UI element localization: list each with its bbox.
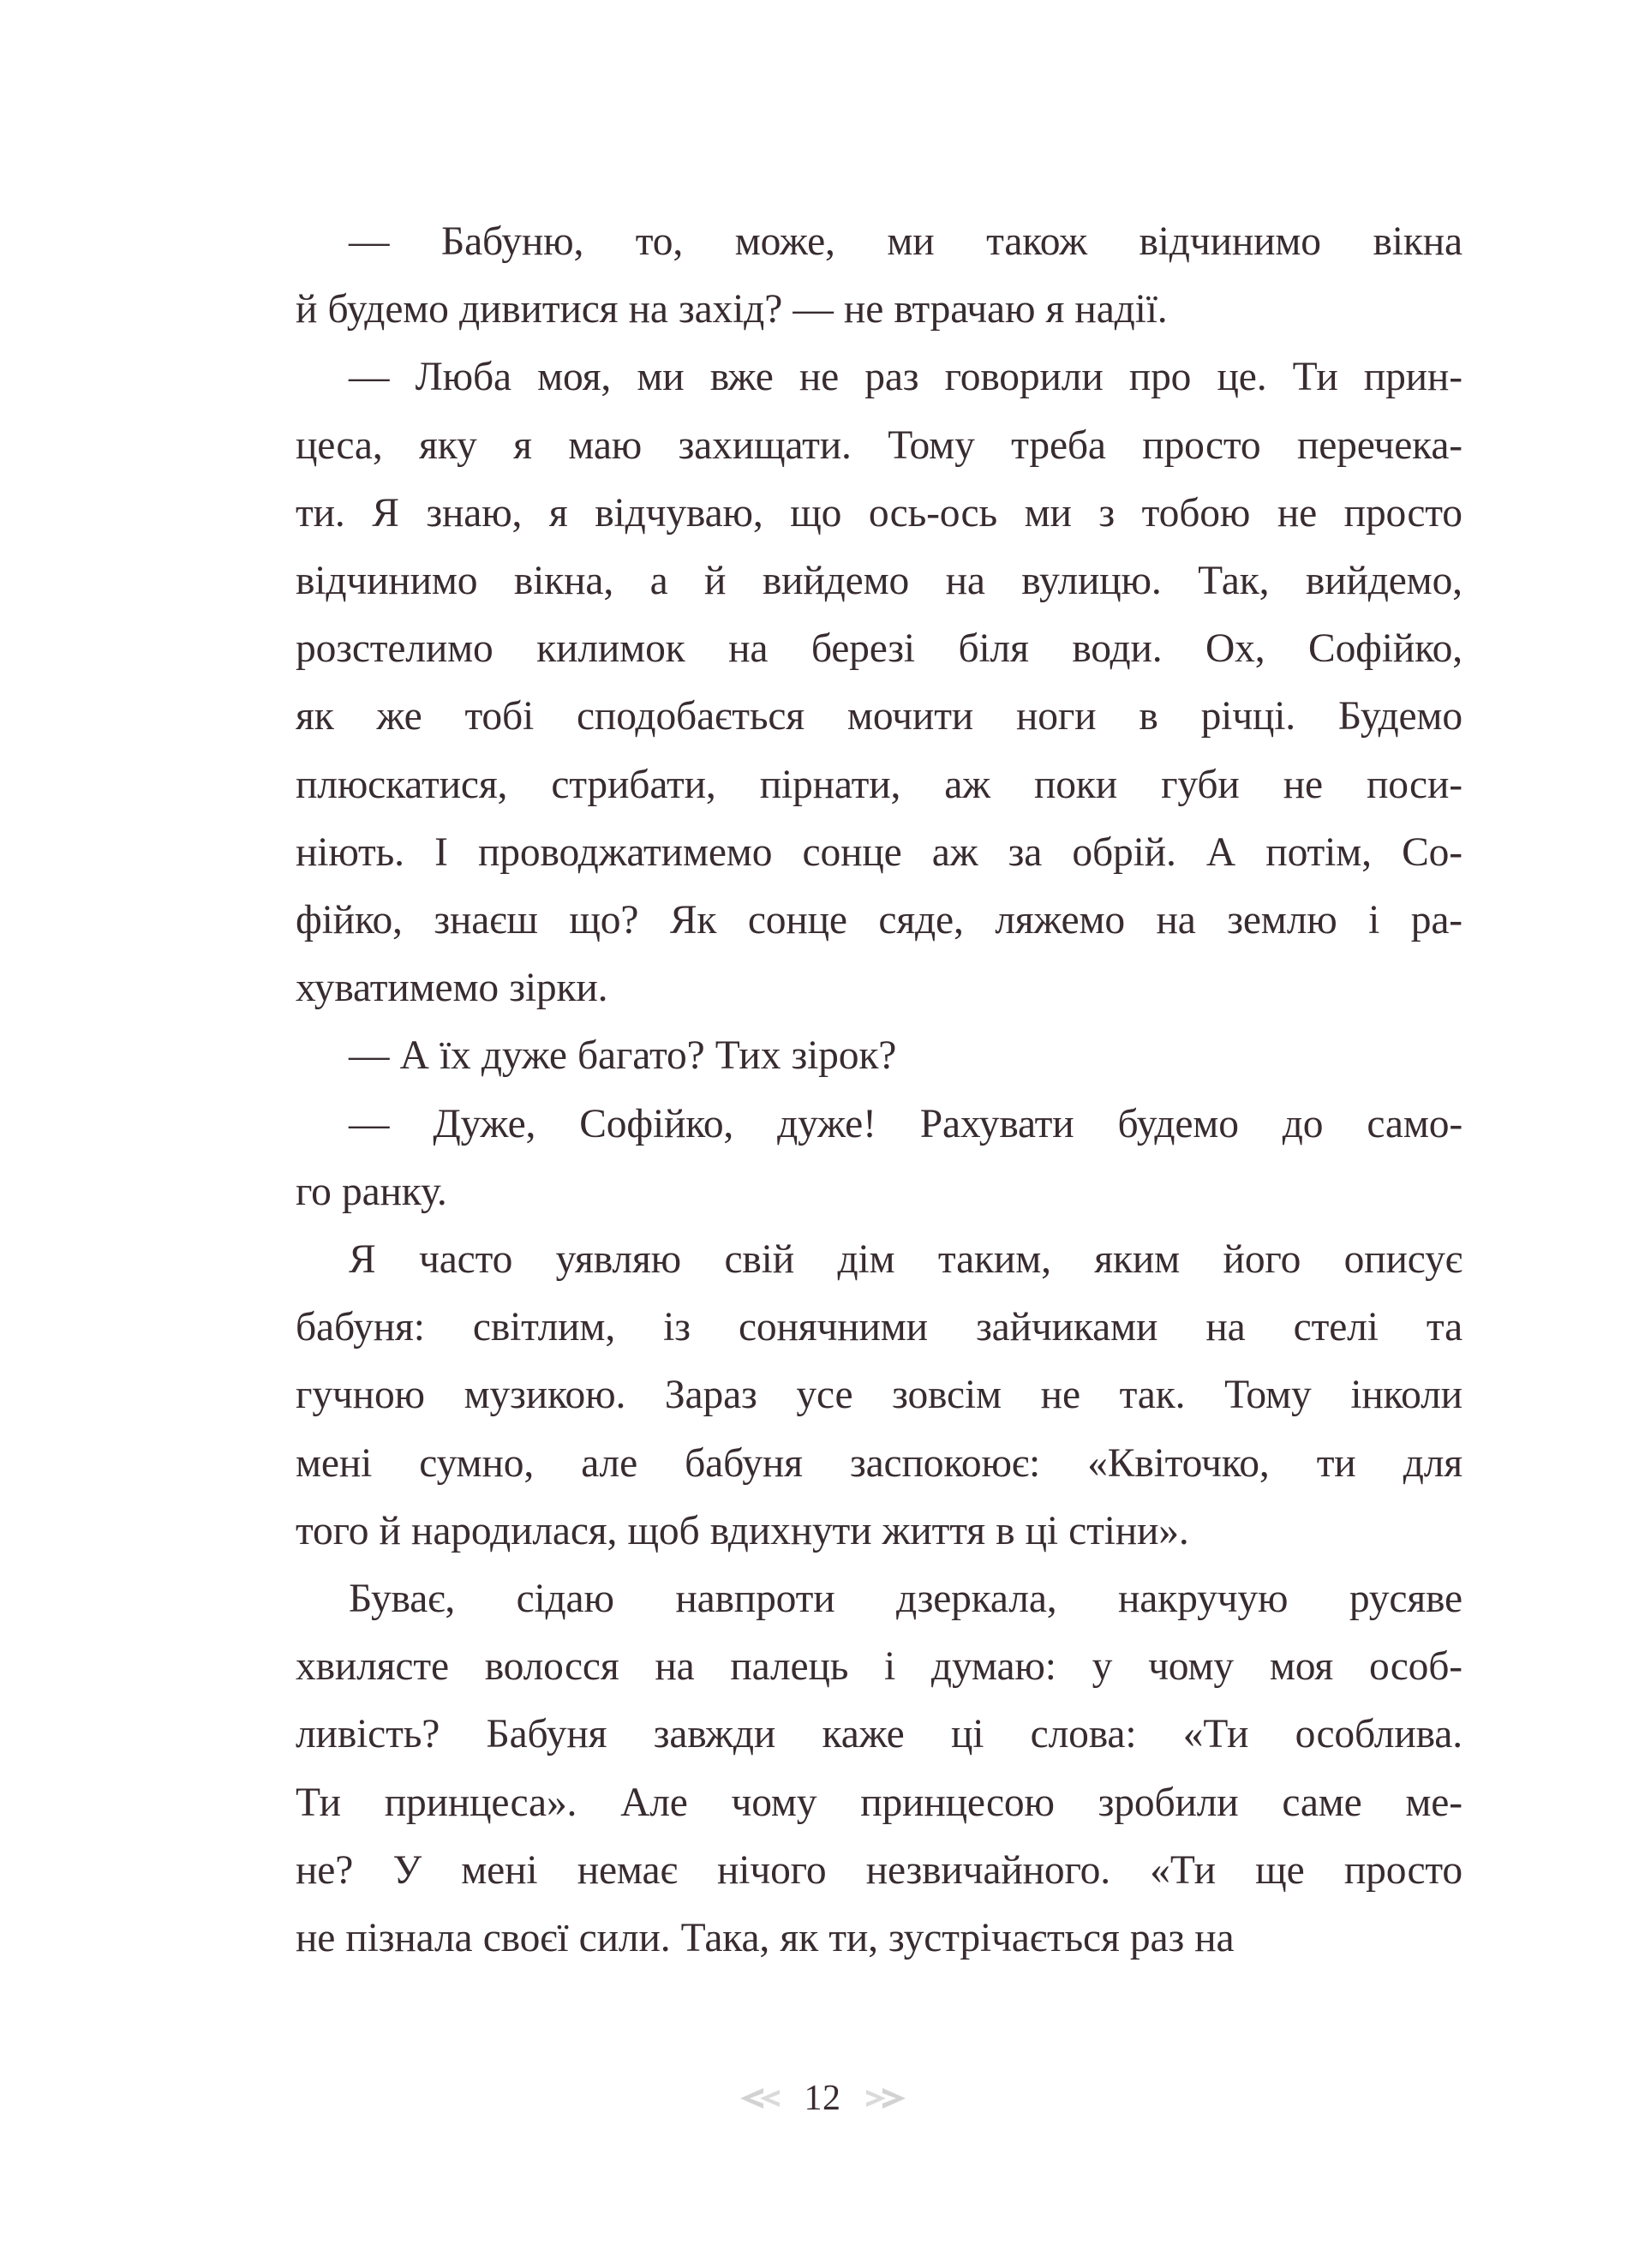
word: каже: [822, 1712, 905, 1757]
word: У: [392, 1847, 422, 1893]
word: же: [376, 694, 422, 739]
word: особ-: [1368, 1644, 1463, 1690]
word: будемо: [1117, 1101, 1239, 1146]
word: перечека-: [1296, 422, 1463, 468]
word: з: [1098, 490, 1116, 536]
word: яку: [419, 422, 477, 468]
word: Ти: [296, 1780, 341, 1825]
word: волосся: [484, 1644, 619, 1690]
word: мені: [296, 1440, 373, 1486]
word: думаю:: [930, 1644, 1056, 1690]
word: на: [1205, 1305, 1246, 1350]
word: слова:: [1030, 1712, 1137, 1757]
word: зробили: [1098, 1780, 1239, 1825]
word: річці.: [1200, 694, 1295, 739]
word: чому: [1148, 1644, 1235, 1690]
word: яким: [1094, 1237, 1181, 1283]
word: дім: [837, 1237, 895, 1283]
word: із: [663, 1305, 691, 1350]
word: не: [1277, 490, 1318, 536]
word: Бабуню,: [440, 219, 584, 264]
word: ці: [950, 1712, 984, 1757]
paragraph: [296, 1565, 1463, 1972]
word: до: [1282, 1101, 1324, 1146]
word: біля: [958, 626, 1029, 672]
word: це.: [1217, 355, 1267, 400]
word: палець: [730, 1644, 849, 1690]
word: просто: [1343, 1847, 1463, 1893]
word: ра-: [1410, 898, 1463, 943]
word: саме: [1282, 1780, 1362, 1825]
text-line: того й народилася, щоб вдихнути життя в ці стіни».: [296, 1508, 1189, 1553]
word: вулицю.: [1021, 559, 1162, 604]
word: сонячними: [738, 1305, 928, 1350]
word: сумно,: [419, 1440, 535, 1486]
word: відчуваю,: [595, 490, 763, 536]
word: ти: [1316, 1440, 1356, 1486]
text-line: [296, 1361, 1463, 1429]
word: русяве: [1349, 1577, 1463, 1622]
word: вікна,: [513, 559, 614, 604]
word: березі: [811, 626, 915, 672]
word: свій: [724, 1237, 794, 1283]
page-footer: [0, 2060, 1645, 2137]
word: дуже!: [777, 1101, 876, 1146]
word: заспокоює:: [849, 1440, 1041, 1486]
word: ми: [887, 219, 935, 264]
word: таким,: [937, 1237, 1051, 1283]
word: просто: [1142, 422, 1261, 468]
word: моя,: [537, 355, 612, 400]
word: само-: [1367, 1101, 1463, 1146]
word: в: [1139, 694, 1158, 739]
text-line: [296, 208, 1463, 276]
text-line: го ранку.: [296, 1169, 447, 1214]
text-line: [296, 548, 1463, 615]
word: губи: [1161, 762, 1240, 807]
word: ми: [637, 355, 685, 400]
word: сідаю: [516, 1577, 614, 1622]
word: для: [1403, 1440, 1463, 1486]
word: я: [513, 422, 532, 468]
word: як: [296, 694, 334, 739]
chevron-right-ornament: [864, 2085, 908, 2111]
word: моя: [1269, 1644, 1334, 1690]
word: його: [1223, 1237, 1301, 1283]
word: землю: [1227, 898, 1337, 943]
word: проводжатимемо: [478, 829, 773, 875]
text-line: хуватимемо зірки.: [296, 966, 608, 1011]
paragraph: [296, 1091, 1463, 1226]
word: килимок: [536, 626, 685, 672]
word: також: [986, 219, 1087, 264]
word: немає: [577, 1847, 678, 1893]
word: фійко,: [296, 898, 403, 943]
word: знаєш: [434, 898, 538, 943]
paragraph: [296, 1226, 1463, 1565]
word: сподобається: [577, 694, 805, 739]
paragraph: [296, 208, 1463, 344]
word: що?: [569, 898, 639, 943]
word: описує: [1343, 1237, 1463, 1283]
word: І: [434, 829, 448, 875]
text-line: не пізнала своєї сили. Така, як ти, зустрічається раз на: [296, 1916, 1235, 1961]
text-line: — А їх дуже багато? Тих зірок?: [349, 1033, 897, 1079]
word: Рахувати: [919, 1101, 1074, 1146]
word: Буває,: [349, 1577, 456, 1622]
word: накручую: [1117, 1577, 1289, 1622]
word: гучною: [296, 1373, 425, 1418]
word: незвичайного.: [865, 1847, 1110, 1893]
word: зайчиками: [976, 1305, 1158, 1350]
word: на: [945, 559, 985, 604]
word: і: [884, 1644, 896, 1690]
text-line: [296, 751, 1463, 819]
word: Со-: [1402, 829, 1463, 875]
word: дзеркала,: [895, 1577, 1057, 1622]
word: ось-ось: [868, 490, 997, 536]
text-line: [296, 683, 1463, 751]
word: про: [1128, 355, 1192, 400]
word: води.: [1072, 626, 1163, 672]
word: інколи: [1350, 1373, 1463, 1418]
word: але: [581, 1440, 638, 1486]
word: —: [349, 1101, 390, 1146]
word: Дуже,: [433, 1101, 536, 1146]
word: відчинимо: [1139, 219, 1321, 264]
word: уявляю: [555, 1237, 681, 1283]
word: стелі: [1293, 1305, 1379, 1350]
word: сонце: [747, 898, 847, 943]
word: завжди: [653, 1712, 776, 1757]
word: Софійко,: [1308, 626, 1463, 672]
text-line: [296, 1294, 1463, 1361]
text-line: [296, 1769, 1463, 1837]
word: принцеса».: [384, 1780, 577, 1825]
word: ми: [1024, 490, 1072, 536]
word: не: [1040, 1373, 1080, 1418]
word: на: [728, 626, 769, 672]
word: Люба: [415, 355, 511, 400]
word: відчинимо: [296, 559, 478, 604]
text-line: [296, 1633, 1463, 1701]
word: «Ти: [1150, 1847, 1216, 1893]
word: не: [799, 355, 840, 400]
text-line: [296, 1091, 1463, 1158]
word: і: [1368, 898, 1380, 943]
word: «Ти: [1182, 1712, 1249, 1757]
word: тобою: [1141, 490, 1251, 536]
word: нічого: [717, 1847, 827, 1893]
word: зовсім: [892, 1373, 1002, 1418]
word: я: [548, 490, 568, 536]
word: ливість?: [296, 1712, 440, 1757]
word: навпроти: [675, 1577, 835, 1622]
word: й: [704, 559, 727, 604]
text-line: [296, 1701, 1463, 1768]
word: —: [349, 355, 390, 400]
word: Тому: [888, 422, 975, 468]
text-line: [296, 1430, 1463, 1498]
word: Тому: [1224, 1373, 1312, 1418]
word: що: [790, 490, 842, 536]
word: прин-: [1363, 355, 1463, 400]
word: усе: [796, 1373, 853, 1418]
text-line: [296, 480, 1463, 548]
word: поси-: [1367, 762, 1463, 807]
word: музикою.: [464, 1373, 626, 1418]
word: вікна: [1373, 219, 1463, 264]
word: стрибати,: [551, 762, 716, 807]
word: говорили: [944, 355, 1104, 400]
word: Бабуня: [486, 1712, 607, 1757]
word: цеса,: [296, 422, 383, 468]
page-number: 12: [804, 2079, 841, 2118]
word: так.: [1119, 1373, 1186, 1418]
word: а: [649, 559, 668, 604]
word: мені: [461, 1847, 538, 1893]
text-line: [296, 1565, 1463, 1633]
word: ти.: [296, 490, 345, 536]
word: «Квіточко,: [1087, 1440, 1270, 1486]
word: маю: [568, 422, 643, 468]
word: вийдемо,: [1305, 559, 1463, 604]
page-text-column: [296, 208, 1463, 1972]
word: вийдемо: [762, 559, 910, 604]
text-line: й будемо дивитися на захід? — не втрачаю я надії.: [296, 287, 1168, 332]
word: ляжемо: [995, 898, 1125, 943]
word: Будемо: [1337, 694, 1463, 739]
word: сонце: [802, 829, 902, 875]
word: чому: [731, 1780, 817, 1825]
word: на: [655, 1644, 695, 1690]
word: сяде,: [878, 898, 964, 943]
text-line: [296, 344, 1463, 411]
word: вже: [709, 355, 774, 400]
word: бабуня:: [296, 1305, 425, 1350]
word: пірнати,: [759, 762, 901, 807]
word: Як: [669, 898, 717, 943]
word: ноги: [1015, 694, 1097, 739]
word: часто: [419, 1237, 513, 1283]
word: може,: [734, 219, 835, 264]
word: А: [1205, 829, 1236, 875]
word: —: [349, 219, 390, 264]
paragraph: [296, 344, 1463, 1022]
word: Ти: [1292, 355, 1338, 400]
word: треба: [1011, 422, 1106, 468]
word: у: [1092, 1644, 1113, 1690]
word: принцесою: [860, 1780, 1055, 1825]
word: захищати.: [678, 422, 852, 468]
text-line: [296, 1226, 1463, 1294]
word: ме-: [1405, 1780, 1463, 1825]
word: тобі: [464, 694, 535, 739]
word: потім,: [1265, 829, 1372, 875]
word: хвилясте: [296, 1644, 449, 1690]
word: то,: [635, 219, 684, 264]
chevron-left-ornament: [738, 2085, 782, 2111]
word: аж: [931, 829, 978, 875]
word: Софійко,: [579, 1101, 734, 1146]
word: ніють.: [296, 829, 404, 875]
word: знаю,: [426, 490, 523, 536]
text-line: [296, 412, 1463, 480]
text-line: [296, 1837, 1463, 1905]
word: світлим,: [472, 1305, 616, 1350]
word: аж: [944, 762, 990, 807]
word: Зараз: [664, 1373, 757, 1418]
text-line: [296, 819, 1463, 887]
word: на: [1156, 898, 1196, 943]
word: ще: [1255, 1847, 1305, 1893]
paragraph: [296, 1022, 1463, 1090]
word: Але: [620, 1780, 688, 1825]
word: Ох,: [1205, 626, 1265, 672]
word: обрій.: [1072, 829, 1176, 875]
word: Я: [372, 490, 399, 536]
word: не: [1283, 762, 1323, 807]
word: бабуня: [685, 1440, 803, 1486]
word: особлива.: [1295, 1712, 1463, 1757]
text-line: [296, 615, 1463, 683]
word: Так,: [1198, 559, 1270, 604]
word: за: [1008, 829, 1043, 875]
word: просто: [1343, 490, 1463, 536]
word: Я: [349, 1237, 376, 1283]
word: не?: [296, 1847, 354, 1893]
word: раз: [864, 355, 919, 400]
word: розстелимо: [296, 626, 494, 672]
word: та: [1426, 1305, 1463, 1350]
word: плюскатися,: [296, 762, 508, 807]
text-line: [296, 887, 1463, 954]
word: мочити: [846, 694, 974, 739]
word: поки: [1033, 762, 1118, 807]
